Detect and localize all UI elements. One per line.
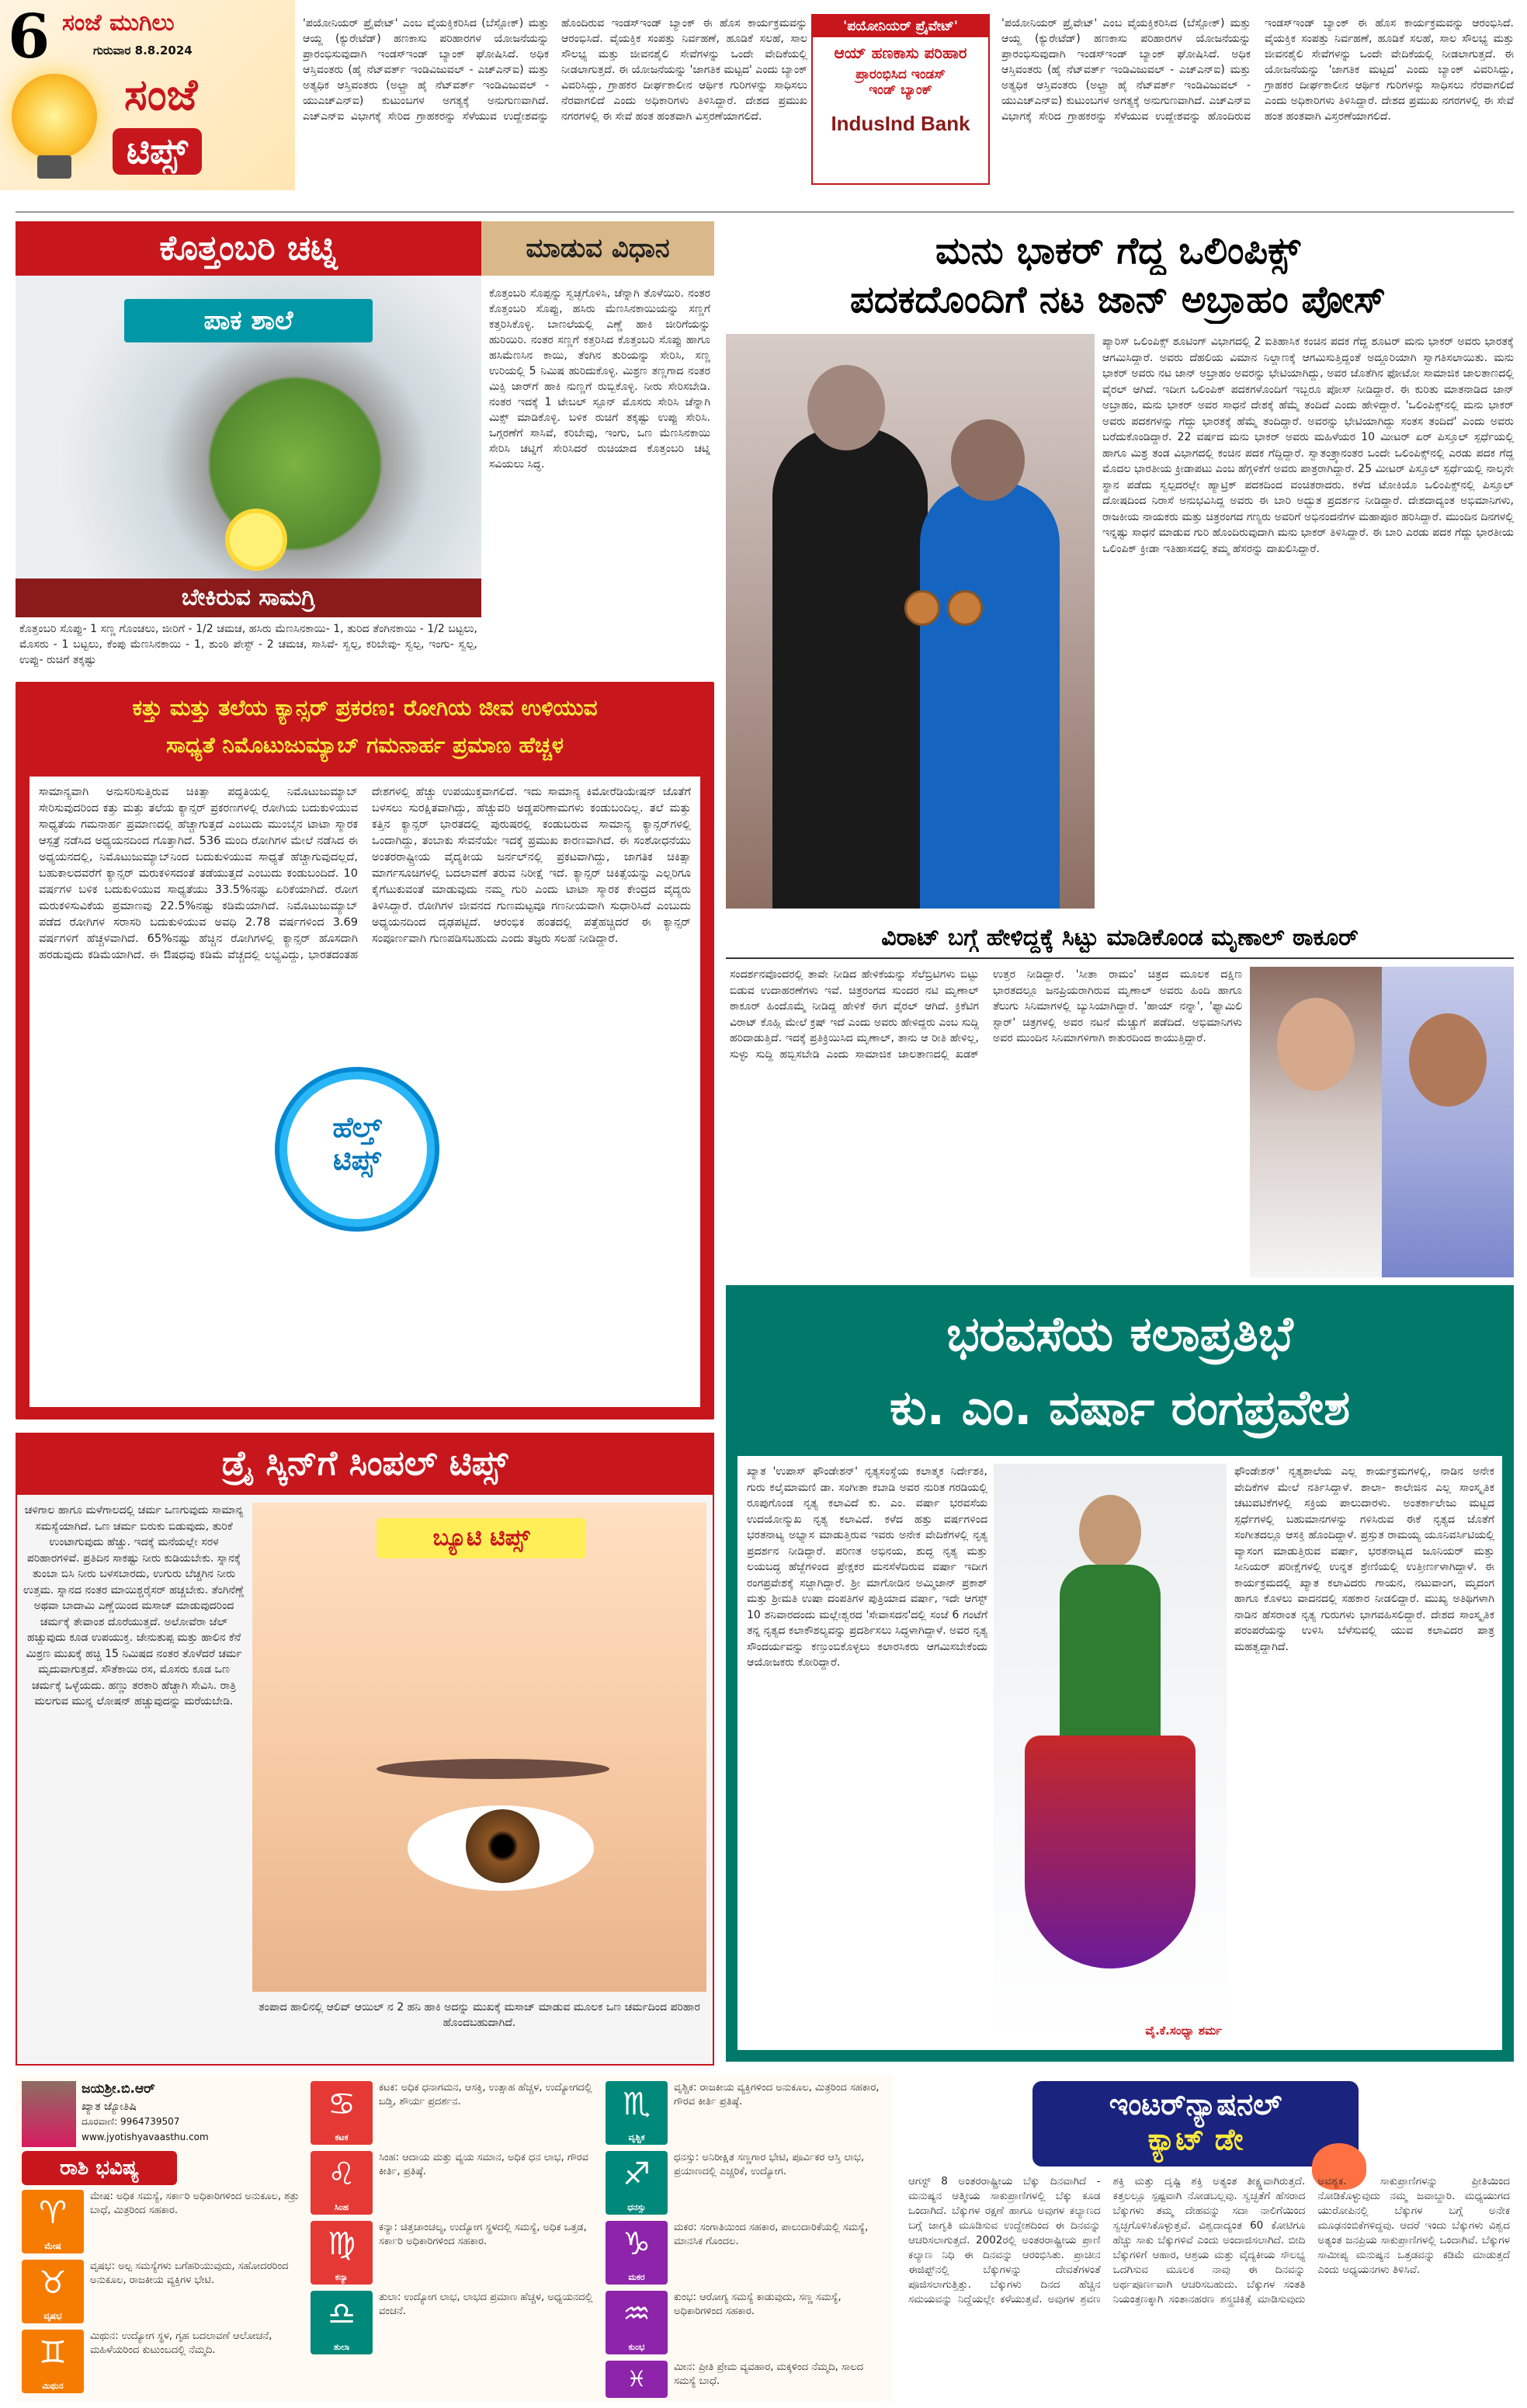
medal-icon xyxy=(947,590,983,626)
section-label-bottom: ಟಿಪ್ಸ್ xyxy=(113,128,202,175)
cancer-title-1: ಕತ್ತು ಮತ್ತು ತಲೆಯ ಕ್ಯಾನ್ಸರ್ ಪ್ರಕರಣ: ರೋಗಿಯ ಜೀವ ಉಳಿಯುವ xyxy=(132,695,598,721)
john-abraham-figure xyxy=(772,427,928,909)
olympic-title-1: ಮನು ಭಾಕರ್ ಗೆದ್ದ ಒಲಿಂಪಿಕ್ಸ್ xyxy=(935,229,1300,273)
horoscope-text: ಕುಂಭ: ಆರೋಗ್ಯ ಸಮಸ್ಯೆ ಕಾಡುವುದು, ಸಣ್ಣ ಸಮಸ್ಯೆ, ಅಧಿಕಾರಿಗಳಿಂದ ಸಹಕಾರ. xyxy=(674,2292,842,2317)
dancer-skirt xyxy=(1025,1736,1196,1968)
medal-icon xyxy=(904,590,940,626)
cancer-text: ಸಾಮಾನ್ಯವಾಗಿ ಅನುಸರಿಸುತ್ತಿರುವ ಚಿಕಿತ್ಸಾ ಪದ್ಧತಿಯಲ್ಲಿ ನಿಮೊಟುಜುಮ್ಯಾಬ್ ಸೇರಿಸುವುದರಿಂದ ಕತ್ತು ಮತ್ತು ತಲೆಯ ಕ್ಯಾನ್ಸರ್ ಪ್ರಕರಣಗಳಲ್ಲಿ ರೋಗಿಯ ಬದುಕುಳಿಯುವ ಸಾಧ್ಯತೆಯ ಗಮನಾರ್ಹ ಪ್ರಮಾಣದಲ್ಲಿ ಹೆಚ್ಚಾಗುತ್ತದೆ ಎಂಬುದು ಮುಂಬೈನ ಟಾಟಾ ಸ್ಮಾರಕ ಆಸ್ಪತ್ರೆ ನಡೆಸಿದ ಅಧ್ಯಯನದಿಂದ ಗೊತ್ತಾಗಿದೆ. 536 ಮಂದಿ ರೋಗಿಗಳ ಮೇಲೆ ನಡೆಸಿದ ಈ ಅಧ್ಯಯನದಲ್ಲಿ, ನಿಮೊಟುಜುಮ್ಯಾಬ್‌ನಿಂದ ಬದುಕುಳಿಯುವ ಸಾಧ್ಯತೆ ಹೆಚ್ಚಾಗುವುದಲ್ಲದೆ, ಬಹುಕಾಲದವರೆಗೆ ಕ್ಯಾನ್ಸರ್ ಮರುಕಳಿಸದಂತೆ ತಡೆಯುತ್ತದೆ ಎಂಬುದು ಕಂಡುಬಂದಿದೆ. 10 ವರ್ಷಗಳ ಬಳಿಕ ಬದುಕುಳಿಯುವ ಸಾಧ್ಯತೆಯು 33.5%ನಷ್ಟು ಏರಿಕೆಯಾಗಿದೆ. ರೋಗ ಮರುಕಳಿಸುವಿಕೆಯ ಪ್ರಮಾಣವು 22.5%ನಷ್ಟು ಕಡಿಮೆಯಾಗಿದೆ. ನಿಮೊಟುಜುಮ್ಯಾಬ್ ಪಡೆದ ರೋಗಿಗಳ ಸರಾಸರಿ ಬದುಕುಳಿಯುವ ಅವಧಿ 2.78 ವರ್ಷಗಳಿಂದ 3.69 ವರ್ಷಗಳಿಗೆ ಹೆಚ್ಚಳವಾಗಿದೆ. 65%ನಷ್ಟು ಹೆಚ್ಚಿನ ರೋಗಿಗಳಲ್ಲಿ ಕ್ಯಾನ್ಸರ್ ಹೊಸದಾಗಿ ಹರಡುವುದು ಕಡಿಮೆಯಾಗಿದೆ. ಈ ಔಷಧವು ಕಡಿಮೆ ವೆಚ್ಚದಲ್ಲಿ ಲಭ್ಯವಿದ್ದು, ಭಾರತದಂತಹ ದೇಶಗಳಲ್ಲಿ ಹೆಚ್ಚು ಉಪಯುಕ್ತವಾಗಲಿದೆ. ಇದು ಸಾಮಾನ್ಯ ಕಿಮೋರೆಡಿಯೇಷನ್ ಜೊತೆಗೆ ಬಳಸಲು ಸುರಕ್ಷಿತವಾಗಿದ್ದು, ಹೆಚ್ಚುವರಿ ಅಡ್ಡಪರಿಣಾಮಗಳು ಕಂಡುಬಂದಿಲ್ಲ. ತಲೆ ಮತ್ತು ಕತ್ತಿನ ಕ್ಯಾನ್ಸರ್ ಭಾರತದಲ್ಲಿ ಪುರುಷರಲ್ಲಿ ಕಂಡುಬರುವ ಸಾಮಾನ್ಯ ಕ್ಯಾನ್ಸರ್‌ಗಳಲ್ಲಿ ಒಂದಾಗಿದ್ದು, ತಂಬಾಕು ಸೇವನೆಯೇ ಇದಕ್ಕೆ ಪ್ರಮುಖ ಕಾರಣವಾಗಿದೆ. ಈ ಸಂಶೋಧನೆಯು ಅಂತರರಾಷ್ಟ್ರೀಯ ವೈದ್ಯಕೀಯ ಜರ್ನಲ್‌ನಲ್ಲಿ ಪ್ರಕಟವಾಗಿದ್ದು, ಜಾಗತಿಕ ಚಿಕಿತ್ಸಾ ಮಾರ್ಗಸೂಚಿಗಳಲ್ಲಿ ಬದಲಾವಣೆ ತರುವ ನಿರೀಕ್ಷೆ ಇದೆ. ಕ್ಯಾನ್ಸರ್ ಚಿಕಿತ್ಸೆಯನ್ನು ಎಲ್ಲರಿಗೂ ಕೈಗೆಟುಕುವಂತೆ ಮಾಡುವುದು ನಮ್ಮ ಗುರಿ ಎಂದು ಟಾಟಾ ಸ್ಮಾರಕ ಕೇಂದ್ರದ ವೈದ್ಯರು ತಿಳಿಸಿದ್ದಾರೆ. ರೋಗಿಗಳ ಜೀವನದ ಗುಣಮಟ್ಟವೂ ಗಣನೀಯವಾಗಿ ಸುಧಾರಿಸಿದೆ ಎಂಬುದು ಅಧ್ಯಯನದಿಂದ ದೃಢಪಟ್ಟಿದೆ. ಆರಂಭಿಕ ಹಂತದಲ್ಲಿ ಪತ್ತೆಹಚ್ಚಿದರೆ ಈ ಕ್ಯಾನ್ಸರ್ ಸಂಪೂರ್ಣವಾಗಿ ಗುಣಪಡಿಸಬಹುದು ಎಂದು ತಜ್ಞರು ಸಲಹೆ ನೀಡಿದ್ದಾರೆ. xyxy=(39,786,691,961)
zodiac-name: ಮಿಥುನ xyxy=(42,2381,64,2391)
ingredients-label: ಬೇಕಿರುವ ಸಾಮಗ್ರಿ xyxy=(16,579,481,617)
bulb-base xyxy=(37,155,71,179)
astrologer-phone: ದೂರವಾಣಿ: 9964739507 xyxy=(82,2116,180,2127)
olympic-title-2: ಪದಕದೊಂದಿಗೆ ನಟ ಜಾನ್ ಅಬ್ರಾಹಂ ಪೋಸ್ xyxy=(850,278,1386,321)
eye-photo xyxy=(252,1503,706,1992)
dancer-photo xyxy=(994,1464,1227,2042)
chutney-title: ಕೊತ್ತಂಬರಿ ಚಟ್ನಿ xyxy=(16,221,481,276)
zodiac-name: ಧನಸ್ಸು xyxy=(627,2202,646,2212)
horoscope-text: ಕನ್ಯಾ: ಚಿತ್ತಚಾಂಚಲ್ಯ, ಉದ್ಯೋಗ ಸ್ಥಳದಲ್ಲಿ ಸಮಸ್ಯೆ, ಅಧಿಕ ಒತ್ತಡ, ಸರ್ಕಾರಿ ಅಧಿಕಾರಿಗಳಿಂದ ಸಹಕಾರ. xyxy=(379,2222,587,2247)
ad-line-2: ಆಯ್ ಹಣಕಾಸು ಪರಿಹಾರ xyxy=(834,43,967,62)
bulb-icon xyxy=(12,74,97,159)
mrunal-title: ವಿರಾಟ್ ಬಗ್ಗೆ ಹೇಳಿದ್ದಕ್ಕೆ ಸಿಟ್ಟು ಮಾಡಿಕೊಂಡ ಮೃಣಾಲ್ ಠಾಕೂರ್ xyxy=(726,916,1514,959)
catday-title-1: ಇಂಟರ್‌ನ್ಯಾಷನಲ್ xyxy=(1109,2087,1282,2121)
zodiac-name: ತುಲಾ xyxy=(333,2342,350,2352)
dance-title-1: ಭರವಸೆಯ ಕಲಾಪ್ರತಿಭೆ xyxy=(946,1305,1293,1362)
zodiac-name: ಮೇಷ xyxy=(44,2241,61,2251)
cancer-title-2: ಸಾಧ್ಯತೆ ನಿಮೊಟುಜುಮ್ಯಾಬ್ ಗಮನಾರ್ಹ ಪ್ರಮಾಣ ಹೆಚ್ಚಳ xyxy=(166,732,564,758)
zodiac-icon: ♏ ವೃಶ್ಚಿಕ xyxy=(606,2081,668,2145)
health-tips-badge xyxy=(279,1072,435,1227)
lemon xyxy=(225,509,287,571)
virat-face xyxy=(1409,1013,1487,1107)
zodiac-name: ಮಕರ xyxy=(628,2272,645,2282)
horoscope-heading: ರಾಶಿ ಭವಿಷ್ಯ xyxy=(22,2151,177,2185)
horoscope-card xyxy=(606,2151,889,2217)
horoscope-text: ಧನಸ್ಸು: ಅನಿರೀಕ್ಷಿತ ಸಣ್ಣಗಾರ ಭೇಟಿ, ಪೂರ್ವಿಕರ ಆಸ್ತಿ ಲಾಭ, ಪ್ರಯಾಣದಲ್ಲಿ ಎಚ್ಚರಿಕೆ, ಉದ್ಯೋಗ. xyxy=(674,2152,865,2177)
horoscope-text: ಮಿಥುನ: ಉದ್ಯೋಗ ಸ್ಥಳ, ಗೃಹ ಬದಲಾವಣೆ ಆಲೋಚನೆ, ಮಹಿಳೆಯರಿಂದ ಕುಟುಂಬದಲ್ಲಿ ನೆಮ್ಮದಿ. xyxy=(90,2330,272,2356)
horoscope-card xyxy=(22,2190,301,2256)
zodiac-name: ವೃಶ್ಚಿಕ xyxy=(628,2132,645,2142)
zodiac-name: ಕಟಕ xyxy=(335,2132,349,2142)
chutney-photo xyxy=(16,276,481,617)
horoscope-card xyxy=(22,2330,301,2396)
zodiac-icon: ♈ ಮೇಷ xyxy=(22,2190,84,2253)
photo-credit: ವೈ.ಕೆ.ಸಂಧ್ಯಾ ಶರ್ಮ xyxy=(1145,2024,1222,2038)
catday-title-2: ಕ್ಯಾಟ್ ಡೇ xyxy=(1147,2122,1244,2156)
zodiac-icon: ♑ ಮಕರ xyxy=(606,2221,668,2285)
manu-figure xyxy=(920,481,1060,909)
divider xyxy=(16,211,1514,213)
badge-line-1: ಹೆಲ್ತ್ xyxy=(332,1112,382,1144)
zodiac-icon: ♌ ಸಿಂಹ xyxy=(311,2151,373,2215)
horoscope-text: ಸಿಂಹ: ಆದಾಯ ಮತ್ತು ವ್ಯಯ ಸಮಾನ, ಅಧಿಕ ಧನ ಲಾಭ, ಗೌರವ ಕೀರ್ತಿ, ಪ್ರತಿಷ್ಠೆ. xyxy=(379,2152,588,2177)
zodiac-icon: ♊ ಮಿಥುನ xyxy=(22,2330,84,2393)
ad-line-4: ಇಂಡ್ ಬ್ಯಾಂಕ್ xyxy=(869,82,932,98)
horoscope-text: ವೃಷಭ: ಅಲ್ಪ ಸಮಸ್ಯೆಗಳು ಬಗೆಹರಿಯುವುದು, ಸಹೋದರರಿಂದ ಅನುಕೂಲ, ರಾಜಕೀಯ ವ್ಯಕ್ತಿಗಳ ಭೇಟಿ. xyxy=(90,2260,289,2286)
catday-text: ಆಗಸ್ಟ್ 8 ಅಂತರರಾಷ್ಟ್ರೀಯ ಬೆಕ್ಕು ದಿನವಾಗಿದೆ - ಮನುಷ್ಯನ ಆತ್ಮೀಯ ಸಾಕುಪ್ರಾಣಿಗಳಲ್ಲಿ ಬೆಕ್ಕು ಕೂಡ ಒಂದಾಗಿದೆ. ಬೆಕ್ಕುಗಳ ರಕ್ಷಣೆ ಹಾಗೂ ಅವುಗಳ ಕಲ್ಯಾಣದ ಬಗ್ಗೆ ಜಾಗೃತಿ ಮೂಡಿಸುವ ಉದ್ದೇಶದಿಂದ ಈ ದಿನವನ್ನು ಆಚರಿಸಲಾಗುತ್ತದೆ. 2002ರಲ್ಲಿ ಅಂತರರಾಷ್ಟ್ರೀಯ ಪ್ರಾಣಿ ಕಲ್ಯಾಣ ನಿಧಿ ಈ ದಿನವನ್ನು ಆರಂಭಿಸಿತು. ಪ್ರಾಚೀನ ಈಜಿಪ್ಟ್‌ನಲ್ಲಿ ಬೆಕ್ಕುಗಳನ್ನು ದೇವತೆಗಳಂತೆ ಪೂಜಿಸಲಾಗುತ್ತಿತ್ತು. ಬೆಕ್ಕುಗಳು ದಿನದ ಹೆಚ್ಚಿನ ಸಮಯವನ್ನು ನಿದ್ದೆಯಲ್ಲೇ ಕಳೆಯುತ್ತವೆ. ಅವುಗಳ ಶ್ರವಣ ಶಕ್ತಿ ಮತ್ತು ದೃಷ್ಟಿ ಶಕ್ತಿ ಅತ್ಯಂತ ತೀಕ್ಷ್ಣವಾಗಿರುತ್ತದೆ. ಕತ್ತಲಲ್ಲೂ ಸ್ಪಷ್ಟವಾಗಿ ನೋಡಬಲ್ಲವು. ಸ್ವಚ್ಛತೆಗೆ ಹೆಸರಾದ ಬೆಕ್ಕುಗಳು ತಮ್ಮ ದೇಹವನ್ನು ಸದಾ ನಾಲಿಗೆಯಿಂದ ಸ್ವಚ್ಛಗೊಳಿಸಿಕೊಳ್ಳುತ್ತವೆ. ವಿಶ್ವದಾದ್ಯಂತ 60 ಕೋಟಿಗೂ ಹೆಚ್ಚು ಸಾಕು ಬೆಕ್ಕುಗಳಿವೆ ಎಂದು ಅಂದಾಜಿಸಲಾಗಿದೆ. ಬೀದಿ ಬೆಕ್ಕುಗಳಿಗೆ ಆಹಾರ, ಆಶ್ರಯ ಮತ್ತು ವೈದ್ಯಕೀಯ ಸೌಲಭ್ಯ ಒದಗಿಸುವ ಮೂಲಕ ನಾವು ಈ ದಿನವನ್ನು ಅರ್ಥಪೂರ್ಣವಾಗಿ ಆಚರಿಸಬಹುದು. ಬೆಕ್ಕುಗಳ ಸಂತತಿ ನಿಯಂತ್ರಣಕ್ಕಾಗಿ ಸಂತಾನಹರಣ ಶಸ್ತ್ರಚಿಕಿತ್ಸೆ ಮಾಡಿಸುವುದು ಅವಶ್ಯಕ. ಸಾಕುಪ್ರಾಣಿಗಳನ್ನು ಪ್ರೀತಿಯಿಂದ ನೋಡಿಕೊಳ್ಳುವುದು ನಮ್ಮ ಜವಾಬ್ದಾರಿ. ಮಧ್ಯಯುಗದ ಯುರೋಪಿನಲ್ಲಿ ಬೆಕ್ಕುಗಳ ಬಗ್ಗೆ ಅನೇಕ ಮೂಢನಂಬಿಕೆಗಳಿದ್ದವು. ಆದರೆ ಇಂದು ಬೆಕ್ಕುಗಳು ವಿಶ್ವದ ಅತ್ಯಂತ ಜನಪ್ರಿಯ ಸಾಕುಪ್ರಾಣಿಗಳಲ್ಲಿ ಒಂದಾಗಿವೆ. ಬೆಕ್ಕುಗಳ ಸಾಮೀಪ್ಯ ಮನುಷ್ಯನ ಒತ್ತಡವನ್ನು ಕಡಿಮೆ ಮಾಡುತ್ತದೆ ಎಂದು ಅಧ್ಯಯನಗಳು ತಿಳಿಸಿವೆ. xyxy=(908,2175,1510,2305)
olympic-text: ಪ್ಯಾರಿಸ್ ಒಲಿಂಪಿಕ್ಸ್ ಶೂಟಿಂಗ್ ವಿಭಾಗದಲ್ಲಿ 2 ಐತಿಹಾಸಿಕ ಕಂಚಿನ ಪದಕ ಗೆದ್ದ ಶೂಟರ್ ಮನು ಭಾಕರ್ ಅವರು ಭಾರತಕ್ಕೆ ಆಗಮಿಸಿದ್ದಾರೆ. ಅವರು ದೆಹಲಿಯ ವಿಮಾನ ನಿಲ್ದಾಣಕ್ಕೆ ಆಗಮಿಸುತ್ತಿದ್ದಂತೆ ಅದ್ದೂರಿಯಾಗಿ ಸ್ವಾಗತಿಸಲಾಯಿತು. ಮನು ಭಾಕರ್ ಅವರು ನಟ ಜಾನ್ ಅಬ್ರಾಹಂ ಅವರನ್ನು ಭೇಟಿಯಾಗಿದ್ದು, ಅವರ ಜೊತೆಗಿನ ಫೋಟೋ ಸಾಮಾಜಿಕ ಜಾಲತಾಣದಲ್ಲಿ ವೈರಲ್ ಆಗಿದೆ. ಇದೀಗ ಒಲಿಂಪಿಕ್ ಪದಕಗಳೊಂದಿಗೆ ಇಬ್ಬರೂ ಪೋಸ್ ನೀಡಿದ್ದಾರೆ. ಈ ಕುರಿತು ಮಾತನಾಡಿದ ಜಾನ್ ಅಬ್ರಾಹಂ, ಮನು ಭಾಕರ್ ಅವರ ಸಾಧನೆ ದೇಶಕ್ಕೆ ಹೆಮ್ಮೆ ತಂದಿದೆ ಎಂದು ಹೇಳಿದ್ದಾರೆ. 'ಒಲಿಂಪಿಕ್ಸ್‌ನಲ್ಲಿ ಮನು ಭಾಕರ್ ಅವರು ಪದಕಗಳನ್ನು ಗೆದ್ದು ಭಾರತಕ್ಕೆ ಹೆಮ್ಮೆ ತಂದಿದ್ದಾರೆ. ಅವರನ್ನು ಭೇಟಿಯಾಗಿದ್ದು ಸಂತಸ ತಂದಿದೆ' ಎಂದು ಅವರು ಬರೆದುಕೊಂಡಿದ್ದಾರೆ. 22 ವರ್ಷದ ಮನು ಭಾಕರ್ ಅವರು ಮಹಿಳೆಯರ 10 ಮೀಟರ್ ಏರ್ ಪಿಸ್ತೂಲ್ ಸ್ಪರ್ಧೆಯಲ್ಲಿ ಹಾಗೂ ಮಿಶ್ರ ತಂಡ ವಿಭಾಗದಲ್ಲಿ ಕಂಚಿನ ಪದಕ ಗೆದ್ದಿದ್ದಾರೆ. ಸ್ವಾತಂತ್ರ್ಯಾನಂತರ ಒಂದೇ ಒಲಿಂಪಿಕ್ಸ್‌ನಲ್ಲಿ ಎರಡು ಪದಕ ಗೆದ್ದ ಮೊದಲ ಭಾರತೀಯ ಕ್ರೀಡಾಪಟು ಎಂಬ ಹೆಗ್ಗಳಿಕೆಗೆ ಅವರು ಪಾತ್ರರಾಗಿದ್ದಾರೆ. 25 ಮೀಟರ್ ಪಿಸ್ತೂಲ್ ಸ್ಪರ್ಧೆಯಲ್ಲಿ ನಾಲ್ಕನೇ ಸ್ಥಾನ ಪಡೆದು ಸ್ವಲ್ಪದರಲ್ಲೇ ಹ್ಯಾಟ್ರಿಕ್ ಪದಕದಿಂದ ವಂಚಿತರಾದರು. ಕಳೆದ ಟೋಕಿಯೊ ಒಲಿಂಪಿಕ್ಸ್‌ನಲ್ಲಿ ಪಿಸ್ತೂಲ್ ದೋಷದಿಂದ ನಿರಾಸೆ ಅನುಭವಿಸಿದ್ದ ಅವರು ಈ ಬಾರಿ ಅದ್ಭುತ ಪ್ರದರ್ಶನ ನೀಡಿದ್ದಾರೆ. ದೇಶದಾದ್ಯಂತ ಅಭಿಮಾನಿಗಳು, ರಾಜಕೀಯ ನಾಯಕರು ಮತ್ತು ಚಿತ್ರರಂಗದ ಗಣ್ಯರು ಅವರಿಗೆ ಅಭಿನಂದನೆಗಳ ಮಹಾಪೂರ ಹರಿಸಿದ್ದಾರೆ. ಮುಂದಿನ ದಿನಗಳಲ್ಲಿ ಇನ್ನಷ್ಟು ಸಾಧನೆ ಮಾಡುವ ಗುರಿ ಹೊಂದಿರುವುದಾಗಿ ಮನು ಭಾಕರ್ ತಿಳಿಸಿದ್ದಾರೆ. ಈ ಬಾರಿ ಎರಡು ಪದಕ ಗೆದ್ದು ಭಾರತೀಯ ಒಲಿಂಪಿಕ್ ಕ್ರೀಡಾ ಇತಿಹಾಸದಲ್ಲಿ ತಮ್ಮ ಹೆಸರನ್ನು ದಾಖಲಿಸಿದ್ದಾರೆ. xyxy=(1102,335,1514,555)
ad-line-1: 'ಪಯೋನಿಯರ್ ಪ್ರೈವೇಟ್' xyxy=(813,16,988,37)
bank-story-continued: 'ಪಯೋನಿಯರ್ ಪ್ರೈವೇಟ್' ಎಂಬ ವೈಯಕ್ತಿಕರಿಸಿದ (ಬೆಸ್ಪೋಕ್) ಮತ್ತು ಆಯ್ದ (ಕ್ಯುರೇಟೆಡ್) ಹಣಕಾಸು ಪರಿಹಾರಗಳ ಯೋಜನೆಯನ್ನು ಪ್ರಾರಂಭಿಸುವುದಾಗಿ ಇಂಡಸ್‌ಇಂಡ್ ಬ್ಯಾಂಕ್ ಘೋಷಿಸಿದೆ. ಅಧಿಕ ಆಸ್ತಿವಂತರು (ಹೈ ನೆಟ್‌ವರ್ತ್ ಇಂಡಿವಿಜುವಲ್ - ಎಚ್‌ಎನ್‌ಐ) ಮತ್ತು ಅತ್ಯಧಿಕ ಆಸ್ತಿವಂತರು (ಅಲ್ಟ್ರಾ ಹೈ ನೆಟ್‌ವರ್ತ್ ಇಂಡಿವಿಜುವಲ್ - ಯುಎಚ್‌ಎನ್‌ಐ) ಕುಟುಂಬಗಳ ಅಗತ್ಯಕ್ಕೆ ಅನುಗುಣವಾಗಿದೆ. ಎಚ್‌ಎನ್‌ಐ ವಿಭಾಗಕ್ಕೆ ಸೇರಿದ ಗ್ರಾಹಕರನ್ನು ಸೆಳೆಯುವ ಉದ್ದೇಶವನ್ನು ಹೊಂದಿರುವ ಇಂಡಸ್‌ಇಂಡ್ ಬ್ಯಾಂಕ್ ಈ ಹೊಸ ಕಾರ್ಯಕ್ರಮವನ್ನು ಆರಂಭಿಸಿದೆ. ವೈಯಕ್ತಿಕ ಸಂಪತ್ತು ನಿರ್ವಹಣೆ, ಹೂಡಿಕೆ ಸಲಹೆ, ಸಾಲ ಸೌಲಭ್ಯ ಮತ್ತು ಜೀವನಶೈಲಿ ಸೇವೆಗಳನ್ನು ಒಂದೇ ವೇದಿಕೆಯಲ್ಲಿ ನೀಡಲಾಗುತ್ತದೆ. ಈ ಯೋಜನೆಯನ್ನು 'ಜಾಗತಿಕ ಮಟ್ಟದ' ಎಂದು ಬ್ಯಾಂಕ್ ವಿವರಿಸಿದ್ದು, ಗ್ರಾಹಕರ ದೀರ್ಘಕಾಲೀನ ಆರ್ಥಿಕ ಗುರಿಗಳನ್ನು ಸಾಧಿಸಲು ನೆರವಾಗಲಿದೆ ಎಂದು ಅಧಿಕಾರಿಗಳು ತಿಳಿಸಿದ್ದಾರೆ. ದೇಶದ ಪ್ರಮುಖ ನಗರಗಳಲ್ಲಿ ಈ ಸೇವೆ ಹಂತ ಹಂತವಾಗಿ ವಿಸ್ತರಣೆಯಾಗಲಿದೆ. xyxy=(1001,17,1514,123)
horoscope-text: ಕಟಕ: ಅಧಿಕ ಧನಾಗಮನ, ಆಸಕ್ತಿ, ಉತ್ಸಾಹ ಹೆಚ್ಚಳ, ಉದ್ಯೋಗದಲ್ಲಿ ಬಡ್ತಿ, ಶೌರ್ಯ ಪ್ರದರ್ಶನ. xyxy=(379,2082,592,2107)
zodiac-name: ಸಿಂಹ xyxy=(334,2202,349,2212)
horoscope-card xyxy=(311,2221,598,2287)
cooking-banner: ಪಾಕ ಶಾಲೆ xyxy=(124,299,373,342)
john-head xyxy=(807,365,885,450)
catday-title xyxy=(1032,2081,1359,2167)
virat-photo xyxy=(1382,967,1514,1277)
eyebrow xyxy=(377,1759,609,1779)
ingredients-text: ಕೊತ್ತಂಬರಿ ಸೊಪ್ಪು- 1 ಸಣ್ಣ ಗೊಂಚಲು, ಜೀರಿಗೆ - 1/2 ಚಮಚ, ಹಸಿರು ಮೆಣಸಿನಕಾಯಿ- 1, ತುರಿದ ತೆಂಗಿನಕಾಯಿ - 1/2 ಬಟ್ಟಲು, ಮೊಸರು - 1 ಬಟ್ಟಲು, ಕೆಂಪು ಮೆಣಸಿನಕಾಯಿ - 1, ಶುಂಠಿ ಪೇಸ್ಟ್ - 2 ಚಮಚ, ಸಾಸಿವೆ- ಸ್ವಲ್ಪ, ಕರಿಬೇವು- ಸ್ವಲ್ಪ, ಇಂಗು- ಸ್ವಲ್ಪ, ಉಪ್ಪು- ರುಚಿಗೆ ತಕ್ಕಷ್ಟು xyxy=(19,623,477,666)
horoscope-text: ಮಕರ: ಸಂಗಾತಿಯಿಂದ ಸಹಕಾರ, ಪಾಲುದಾರಿಕೆಯಲ್ಲಿ ಸಮಸ್ಯೆ, ಮಾನಸಿಕ ಗೊಂದಲ. xyxy=(674,2222,869,2247)
horoscope-card xyxy=(311,2291,598,2357)
dance-title-2: ಕು. ಎಂ. ವರ್ಷಾ ರಂಗಪ್ರವೇಶ xyxy=(889,1379,1351,1436)
dancer-head xyxy=(1079,1495,1141,1569)
olympic-photo xyxy=(726,334,1095,909)
dance-text-left: ಖ್ಯಾತ 'ಉಪಾಸ್ ಫೌಂಡೇಶನ್' ನೃತ್ಯಸಂಸ್ಥೆಯ ಕಲಾತ್ಮಕ ನಿರ್ದೇಶಕಿ, ಗುರು ಕಲೈಮಾಮಣಿ ಡಾ. ಸಂಗೀತಾ ಕಬಾಡಿ ಅವರ ನುರಿತ ಗರಡಿಯಲ್ಲಿ ರೂಪುಗೊಂಡ ನೃತ್ಯ ಕಲಾವಿದೆ ಕು. ಎಂ. ವರ್ಷಾ ಭರವಸೆಯ ಉದಯೋನ್ಮುಖ ನೃತ್ಯ ಕಲಾವಿದೆ. ಕಳೆದ ಹತ್ತು ವರ್ಷಗಳಿಂದ ಭರತನಾಟ್ಯ ಅಭ್ಯಾಸ ಮಾಡುತ್ತಿರುವ ಇವರು ಅನೇಕ ವೇದಿಕೆಗಳಲ್ಲಿ ನೃತ್ಯ ಪ್ರದರ್ಶನ ನೀಡಿದ್ದಾರೆ. ಪರಿಣತ ಅಭಿನಯ, ಶುದ್ಧ ನೃತ್ಯ ಮತ್ತು ಲಯಬದ್ಧ ಹೆಜ್ಜೆಗಳಿಂದ ಪ್ರೇಕ್ಷಕರ ಮನಸೆಳೆದಿರುವ ವರ್ಷಾ ಇದೀಗ ರಂಗಪ್ರವೇಶಕ್ಕೆ ಸಜ್ಜಾಗಿದ್ದಾರೆ. ಶ್ರೀ ಮಾಗೋಡಿನ ಅಮ್ಮಿಜಾನ್ ಪ್ರಕಾಶ್ ಮತ್ತು ಶ್ರೀಮತಿ ಉಷಾ ದಂಪತಿಗಳ ಪುತ್ರಿಯಾದ ವರ್ಷಾ, ಇದೇ ಆಗಸ್ಟ್ 10 ಶನಿವಾರದಂದು ಮಲ್ಲೇಶ್ವರದ 'ಸೇವಾಸದನ'ದಲ್ಲಿ ಸಂಜೆ 6 ಗಂಟೆಗೆ ತನ್ನ ನೃತ್ಯದ ಕಲಾಕೌಶಲ್ಯವನ್ನು ಪ್ರದರ್ಶಿಸಲು ಸಿದ್ಧಳಾಗಿದ್ದಾಳೆ. ಅವರ ನೃತ್ಯ ಸೌಂದರ್ಯವನ್ನು ಕಣ್ತುಂಬಿಕೊಳ್ಳಲು ಕಲಾರಸಿಕರು ಆಗಮಿಸಬೇಕೆಂದು ಆಯೋಜಕರು ಕೋರಿದ್ದಾರೆ. xyxy=(747,1465,987,1669)
horoscope-card xyxy=(606,2361,889,2399)
dancer-body xyxy=(1060,1565,1161,1743)
bank-ad xyxy=(811,14,990,185)
mrunal-text: ಸಂದರ್ಶನವೊಂದರಲ್ಲಿ ತಾವೇ ನೀಡಿದ ಹೇಳಿಕೆಯನ್ನು ಸೆಲೆಬ್ರಿಟಿಗಳು ಬಿಟ್ಟು ಬಿಡುವ ಉದಾಹರಣೆಗಳು ಇವೆ. ಚಿತ್ರರಂಗದ ಸುಂದರ ನಟಿ ಮೃಣಾಲ್ ಠಾಕೂರ್ ಹಿಂದೊಮ್ಮೆ ನೀಡಿದ್ದ ಹೇಳಿಕೆ ಈಗ ವೈರಲ್ ಆಗಿದೆ. ಕ್ರಿಕೆಟಿಗ ವಿರಾಟ್ ಕೊಹ್ಲಿ ಮೇಲೆ ಕ್ರಷ್ ಇದೆ ಎಂದು ಅವರು ಹೇಳಿದ್ದರು ಎಂಬ ಸುದ್ದಿ ಹರಿದಾಡುತ್ತಿದೆ. ಇದಕ್ಕೆ ಪ್ರತಿಕ್ರಿಯಿಸಿದ ಮೃಣಾಲ್, ತಾನು ಆ ರೀತಿ ಹೇಳಿಲ್ಲ, ಸುಳ್ಳು ಸುದ್ದಿ ಹಬ್ಬಿಸಬೇಡಿ ಎಂದು ಸಾಮಾಜಿಕ ಜಾಲತಾಣದಲ್ಲಿ ಖಡಕ್ ಉತ್ತರ ನೀಡಿದ್ದಾರೆ. 'ಸೀತಾ ರಾಮಂ' ಚಿತ್ರದ ಮೂಲಕ ದಕ್ಷಿಣ ಭಾರತದಲ್ಲೂ ಜನಪ್ರಿಯರಾಗಿರುವ ಮೃಣಾಲ್ ಅವರು ಹಿಂದಿ ಹಾಗೂ ತೆಲುಗು ಸಿನಿಮಾಗಳಲ್ಲಿ ಬ್ಯುಸಿಯಾಗಿದ್ದಾರೆ. 'ಹಾಯ್ ನನ್ನಾ', 'ಫ್ಯಾಮಿಲಿ ಸ್ಟಾರ್' ಚಿತ್ರಗಳಲ್ಲಿ ಅವರ ನಟನೆ ಮೆಚ್ಚುಗೆ ಪಡೆದಿದೆ. ಅಭಿಮಾನಿಗಳು ಅವರ ಮುಂದಿನ ಸಿನಿಮಾಗಳಿಗಾಗಿ ಕಾತುರದಿಂದ ಕಾಯುತ್ತಿದ್ದಾರೆ. xyxy=(730,968,1242,1061)
dryskin-caption: ತಂಪಾದ ಹಾಲಿನಲ್ಲಿ ಆಲಿವ್ ಆಯಿಲ್ ನ 2 ಹನಿ ಹಾಕಿ ಅದನ್ನು ಮುಖಕ್ಕೆ ಮಸಾಜ್ ಮಾಡುವ ಮೂಲಕ ಒಣ ಚರ್ಮದಿಂದ ಪರಿಹಾರ ಹೊಂದಬಹುದಾಗಿದೆ. xyxy=(259,2001,700,2029)
manu-head xyxy=(951,419,1025,501)
section-label-top: ಸಂಜೆ xyxy=(124,70,198,120)
indusind-logo: IndusInd Bank xyxy=(831,112,970,135)
horoscope-card xyxy=(606,2291,889,2357)
horoscope-text: ಮೇಷ: ಅಧಿಕ ಸಮಸ್ಯೆ, ಸರ್ಕಾರಿ ಅಧಿಕಾರಿಗಳಿಂದ ಅನುಕೂಲ, ಶತ್ರು ಬಾಧೆ, ಮಿತ್ರರಿಂದ ಸಹಕಾರ. xyxy=(90,2191,299,2216)
paper-name: ಸಂಜೆ ಮುಗಿಲು xyxy=(62,9,175,36)
horoscope-text: ತುಲಾ: ಉದ್ಯೋಗ ಲಾಭ, ಲಾಭದ ಪ್ರಮಾಣ ಹೆಚ್ಚಳ, ಅಧ್ಯಯನದಲ್ಲಿ ವಂಚನೆ. xyxy=(379,2292,593,2317)
astrologer-title: ಖ್ಯಾತ ಜ್ಯೋತಿಷಿ xyxy=(82,2100,137,2113)
zodiac-icon: ♋ ಕಟಕ xyxy=(311,2081,373,2145)
zodiac-icon: ♓ xyxy=(606,2361,668,2398)
ad-line-3: ಪ್ರಾರಂಭಿಸಿದ ಇಂಡಸ್ xyxy=(855,67,946,82)
zodiac-icon: ♎ ತುಲಾ xyxy=(311,2291,373,2354)
method-text: ಕೊತ್ತಂಬರಿ ಸೊಪ್ಪನ್ನು ಸ್ವಚ್ಛಗೊಳಿಸಿ, ಚೆನ್ನಾಗಿ ತೊಳೆಯಿರಿ. ನಂತರ ಕೊತ್ತಂಬರಿ ಸೊಪ್ಪು, ಹಸಿರು ಮೆಣಸಿನಕಾಯಿಯನ್ನು ಸಣ್ಣಗೆ ಕತ್ತರಿಸಿಕೊಳ್ಳಿ. ಬಾಣಲೆಯಲ್ಲಿ ಎಣ್ಣೆ ಹಾಕಿ ಜೀರಿಗೆಯನ್ನು ಹುರಿಯಿರಿ. ನಂತರ ಸಣ್ಣಗೆ ಕತ್ತರಿಸಿದ ಕೊತ್ತಂಬರಿ ಸೊಪ್ಪು ಹಾಗೂ ಹಸಿಮೆಣಸಿನ ಕಾಯಿ, ತೆಂಗಿನ ತುರಿಯನ್ನು ಸೇರಿಸಿ, ಸಣ್ಣ ಉರಿಯಲ್ಲಿ 5 ನಿಮಿಷ ಹುರಿದುಕೊಳ್ಳಿ. ಮಿಶ್ರಣ ತಣ್ಣಗಾದ ನಂತರ ಮಿಕ್ಸಿ ಜಾರ್‌ಗೆ ಹಾಕಿ ನುಣ್ಣಗೆ ರುಬ್ಬಿಕೊಳ್ಳಿ. ನೀರು ಸೇರಿಸಬೇಡಿ. ನಂತರ ಇದಕ್ಕೆ 1 ಟೇಬಲ್ ಸ್ಪೂನ್ ಮೊಸರು ಸೇರಿಸಿ ಚೆನ್ನಾಗಿ ಮಿಕ್ಸ್ ಮಾಡಿಕೊಳ್ಳಿ. ಬಳಿಕ ರುಚಿಗೆ ತಕ್ಕಷ್ಟು ಉಪ್ಪು ಸೇರಿಸಿ. ಒಗ್ಗರಣೆಗೆ ಸಾಸಿವೆ, ಕರಿಬೇವು, ಇಂಗು, ಒಣ ಮೆಣಸಿನಕಾಯಿ ಸೇರಿಸಿ ಚಟ್ನಿಗೆ ಸೇರಿಸಿದರೆ ರುಚಿಯಾದ ಕೊತ್ತಂಬರಿ ಚಟ್ನಿ ಸವಿಯಲು ಸಿದ್ಧ. xyxy=(489,287,710,471)
bank-story-text: 'ಪಯೋನಿಯರ್ ಪ್ರೈವೇಟ್' ಎಂಬ ವೈಯಕ್ತಿಕರಿಸಿದ (ಬೆಸ್ಪೋಕ್) ಮತ್ತು ಆಯ್ದ (ಕ್ಯುರೇಟೆಡ್) ಹಣಕಾಸು ಪರಿಹಾರಗಳ ಯೋಜನೆಯನ್ನು ಪ್ರಾರಂಭಿಸುವುದಾಗಿ ಇಂಡಸ್‌ಇಂಡ್ ಬ್ಯಾಂಕ್ ಘೋಷಿಸಿದೆ. ಅಧಿಕ ಆಸ್ತಿವಂತರು (ಹೈ ನೆಟ್‌ವರ್ತ್ ಇಂಡಿವಿಜುವಲ್ - ಎಚ್‌ಎನ್‌ಐ) ಮತ್ತು ಅತ್ಯಧಿಕ ಆಸ್ತಿವಂತರು (ಅಲ್ಟ್ರಾ ಹೈ ನೆಟ್‌ವರ್ತ್ ಇಂಡಿವಿಜುವಲ್ - ಯುಎಚ್‌ಎನ್‌ಐ) ಕುಟುಂಬಗಳ ಅಗತ್ಯಕ್ಕೆ ಅನುಗುಣವಾಗಿದೆ. ಎಚ್‌ಎನ್‌ಐ ವಿಭಾಗಕ್ಕೆ ಸೇರಿದ ಗ್ರಾಹಕರನ್ನು ಸೆಳೆಯುವ ಉದ್ದೇಶವನ್ನು ಹೊಂದಿರುವ ಇಂಡಸ್‌ಇಂಡ್ ಬ್ಯಾಂಕ್ ಈ ಹೊಸ ಕಾರ್ಯಕ್ರಮವನ್ನು ಆರಂಭಿಸಿದೆ. ವೈಯಕ್ತಿಕ ಸಂಪತ್ತು ನಿರ್ವಹಣೆ, ಹೂಡಿಕೆ ಸಲಹೆ, ಸಾಲ ಸೌಲಭ್ಯ ಮತ್ತು ಜೀವನಶೈಲಿ ಸೇವೆಗಳನ್ನು ಒಂದೇ ವೇದಿಕೆಯಲ್ಲಿ ನೀಡಲಾಗುತ್ತದೆ. ಈ ಯೋಜನೆಯನ್ನು 'ಜಾಗತಿಕ ಮಟ್ಟದ' ಎಂದು ಬ್ಯಾಂಕ್ ವಿವರಿಸಿದ್ದು, ಗ್ರಾಹಕರ ದೀರ್ಘಕಾಲೀನ ಆರ್ಥಿಕ ಗುರಿಗಳನ್ನು ಸಾಧಿಸಲು ನೆರವಾಗಲಿದೆ ಎಂದು ಅಧಿಕಾರಿಗಳು ತಿಳಿಸಿದ್ದಾರೆ. ದೇಶದ ಪ್ರಮುಖ ನಗರಗಳಲ್ಲಿ ಈ ಸೇವೆ ಹಂತ ಹಂತವಾಗಿ ವಿಸ್ತರಣೆಯಾಗಲಿದೆ. xyxy=(303,17,807,123)
beauty-banner: ಬ್ಯೂಟಿ ಟಿಪ್ಸ್ xyxy=(377,1518,586,1558)
dryskin-text: ಚಳಿಗಾಲ ಹಾಗೂ ಮಳೆಗಾಲದಲ್ಲಿ ಚರ್ಮ ಒಣಗುವುದು ಸಾಮಾನ್ಯ ಸಮಸ್ಯೆಯಾಗಿದೆ. ಒಣ ಚರ್ಮ ಬಿರುಕು ಬಿಡುವುದು, ತುರಿಕೆ ಉಂಟಾಗುವುದು ಹೆಚ್ಚು. ಇದಕ್ಕೆ ಮನೆಯಲ್ಲೇ ಸರಳ ಪರಿಹಾರಗಳಿವೆ. ಪ್ರತಿದಿನ ಸಾಕಷ್ಟು ನೀರು ಕುಡಿಯಬೇಕು. ಸ್ನಾನಕ್ಕೆ ತುಂಬಾ ಬಿಸಿ ನೀರು ಬಳಸಬಾರದು, ಉಗುರು ಬೆಚ್ಚಗಿನ ನೀರು ಉತ್ತಮ. ಸ್ನಾನದ ನಂತರ ಮಾಯಿಶ್ಚರೈಸರ್ ಹಚ್ಚಬೇಕು. ತೆಂಗಿನೆಣ್ಣೆ ಅಥವಾ ಬಾದಾಮಿ ಎಣ್ಣೆಯಿಂದ ಮಸಾಜ್ ಮಾಡುವುದರಿಂದ ಚರ್ಮಕ್ಕೆ ತೇವಾಂಶ ದೊರೆಯುತ್ತದೆ. ಅಲೋವೆರಾ ಜೆಲ್ ಹಚ್ಚುವುದು ಕೂಡ ಉಪಯುಕ್ತ. ಜೇನುತುಪ್ಪ ಮತ್ತು ಹಾಲಿನ ಕೆನೆ ಮಿಶ್ರಣ ಮುಖಕ್ಕೆ ಹಚ್ಚಿ 15 ನಿಮಿಷದ ನಂತರ ತೊಳೆದರೆ ಚರ್ಮ ಮೃದುವಾಗುತ್ತದೆ. ಸೌತೆಕಾಯಿ ರಸ, ಮೊಸರು ಕೂಡ ಒಣ ಚರ್ಮಕ್ಕೆ ಒಳ್ಳೆಯದು. ಹಣ್ಣು ತರಕಾರಿ ಹೆಚ್ಚಾಗಿ ಸೇವಿಸಿ. ರಾತ್ರಿ ಮಲಗುವ ಮುನ್ನ ಲೋಷನ್ ಹಚ್ಚುವುದನ್ನು ಮರೆಯಬೇಡಿ. xyxy=(23,1504,245,1708)
page-number: 6 xyxy=(8,2,50,72)
horoscope-card xyxy=(22,2260,301,2326)
horoscope-card xyxy=(311,2081,598,2147)
badge-line-2: ಟಿಪ್ಸ್ xyxy=(333,1145,381,1176)
dance-text-right: ಫೌಂಡೇಶನ್' ನೃತ್ಯಶಾಲೆಯ ಎಲ್ಲ ಕಾರ್ಯಕ್ರಮಗಳಲ್ಲಿ, ನಾಡಿನ ಅನೇಕ ವೇದಿಕೆಗಳ ಮೇಲೆ ನರ್ತಿಸಿದ್ದಾಳೆ. ಶಾಲಾ- ಕಾಲೇಜಿನ ಎಲ್ಲ ಸಾಂಸ್ಕೃತಿಕ ಚಟುವಟಿಕೆಗಳಲ್ಲಿ ಸಕ್ರಿಯ ಪಾಲುದಾರಳು. ಅಂತರ್ಕಾಲೇಜು ಮಟ್ಟದ ಸ್ಪರ್ಧೆಗಳಲ್ಲಿ ಬಹುಮಾನಗಳನ್ನು ಗಳಿಸಿರುವ ಈಕೆ ನೃತ್ಯದ ಜೊತೆಗೆ ಸಂಗೀತದಲ್ಲೂ ಆಸಕ್ತಿ ಹೊಂದಿದ್ದಾಳೆ. ಪ್ರಸ್ತುತ ರಾಮಯ್ಯ ಯೂನಿವರ್ಸಿಟಿಯಲ್ಲಿ ವ್ಯಾಸಂಗ ಮಾಡುತ್ತಿರುವ ವರ್ಷಾ, ಭರತನಾಟ್ಯದ ಜೂನಿಯರ್ ಮತ್ತು ಸೀನಿಯರ್ ಪರೀಕ್ಷೆಗಳಲ್ಲಿ ಉನ್ನತ ಶ್ರೇಣಿಯಲ್ಲಿ ಉತ್ತೀರ್ಣಳಾಗಿದ್ದಾಳೆ. ಈ ಕಾರ್ಯಕ್ರಮದಲ್ಲಿ ಖ್ಯಾತ ಕಲಾವಿದರು ಗಾಯನ, ನಟುವಾಂಗ, ಮೃದಂಗ ಹಾಗೂ ಕೊಳಲು ವಾದನದಲ್ಲಿ ಸಹಕಾರ ನೀಡಲಿದ್ದಾರೆ. ಮುಖ್ಯ ಅತಿಥಿಗಳಾಗಿ ನಾಡಿನ ಹೆಸರಾಂತ ನೃತ್ಯ ಗುರುಗಳು ಭಾಗವಹಿಸಲಿದ್ದಾರೆ. ದೇಶದ ಸಾಂಸ್ಕೃತಿಕ ಪರಂಪರೆಯನ್ನು ಉಳಿಸಿ ಬೆಳೆಸುವಲ್ಲಿ ಯುವ ಕಲಾವಿದರ ಪಾತ್ರ ಮಹತ್ವದ್ದಾಗಿದೆ. xyxy=(1234,1465,1494,1653)
zodiac-icon: ♐ ಧನಸ್ಸು xyxy=(606,2151,668,2215)
mrunal-face xyxy=(1277,998,1355,1091)
horoscope-card xyxy=(311,2151,598,2217)
horoscope-text: ವೃಶ್ಚಿಕ: ರಾಜಕೀಯ ವ್ಯಕ್ತಿಗಳಿಂದ ಅನುಕೂಲ, ಮಿತ್ರರಿಂದ ಸಹಕಾರ, ಗೌರವ ಕೀರ್ತಿ ಪ್ರತಿಷ್ಠೆ. xyxy=(674,2082,880,2107)
horoscope-card xyxy=(606,2221,889,2287)
horoscope-card xyxy=(606,2081,889,2147)
zodiac-name: ಕುಂಭ xyxy=(628,2342,645,2352)
zodiac-icon: ♒ ಕುಂಭ xyxy=(606,2291,668,2354)
mrunal-photo xyxy=(1250,967,1382,1277)
astrologer-name: ಜಯಶ್ರೀ.ಬಿ.ಆರ್ xyxy=(82,2081,155,2097)
zodiac-name: ಕನ್ಯಾ xyxy=(335,2272,349,2282)
masthead xyxy=(0,0,295,190)
zodiac-icon: ♉ ವೃಷಭ xyxy=(22,2260,84,2323)
dryskin-title: ಡ್ರೈ ಸ್ಕಿನ್‌ಗೆ ಸಿಂಪಲ್ ಟಿಪ್ಸ್ xyxy=(16,1433,714,1495)
horoscope-text: ಮೀನ: ಪ್ರೀತಿ ಪ್ರೇಮ ವ್ಯವಹಾರ, ಮಕ್ಕಳಿಂದ ನೆಮ್ಮದಿ, ಸಾಲದ ಸಮಸ್ಯೆ ಬಾಧೆ. xyxy=(674,2361,864,2387)
zodiac-icon: ♍ ಕನ್ಯಾ xyxy=(311,2221,373,2285)
issue-date: ಗುರುವಾರ 8.8.2024 xyxy=(93,43,193,57)
zodiac-name: ವೃಷಭ xyxy=(43,2311,62,2321)
astrologer-website: www.jyotishyavaasthu.com xyxy=(82,2132,209,2142)
astrologer-photo xyxy=(22,2081,76,2147)
method-label: ಮಾಡುವ ವಿಧಾನ xyxy=(481,221,714,276)
iris xyxy=(466,1809,540,1883)
